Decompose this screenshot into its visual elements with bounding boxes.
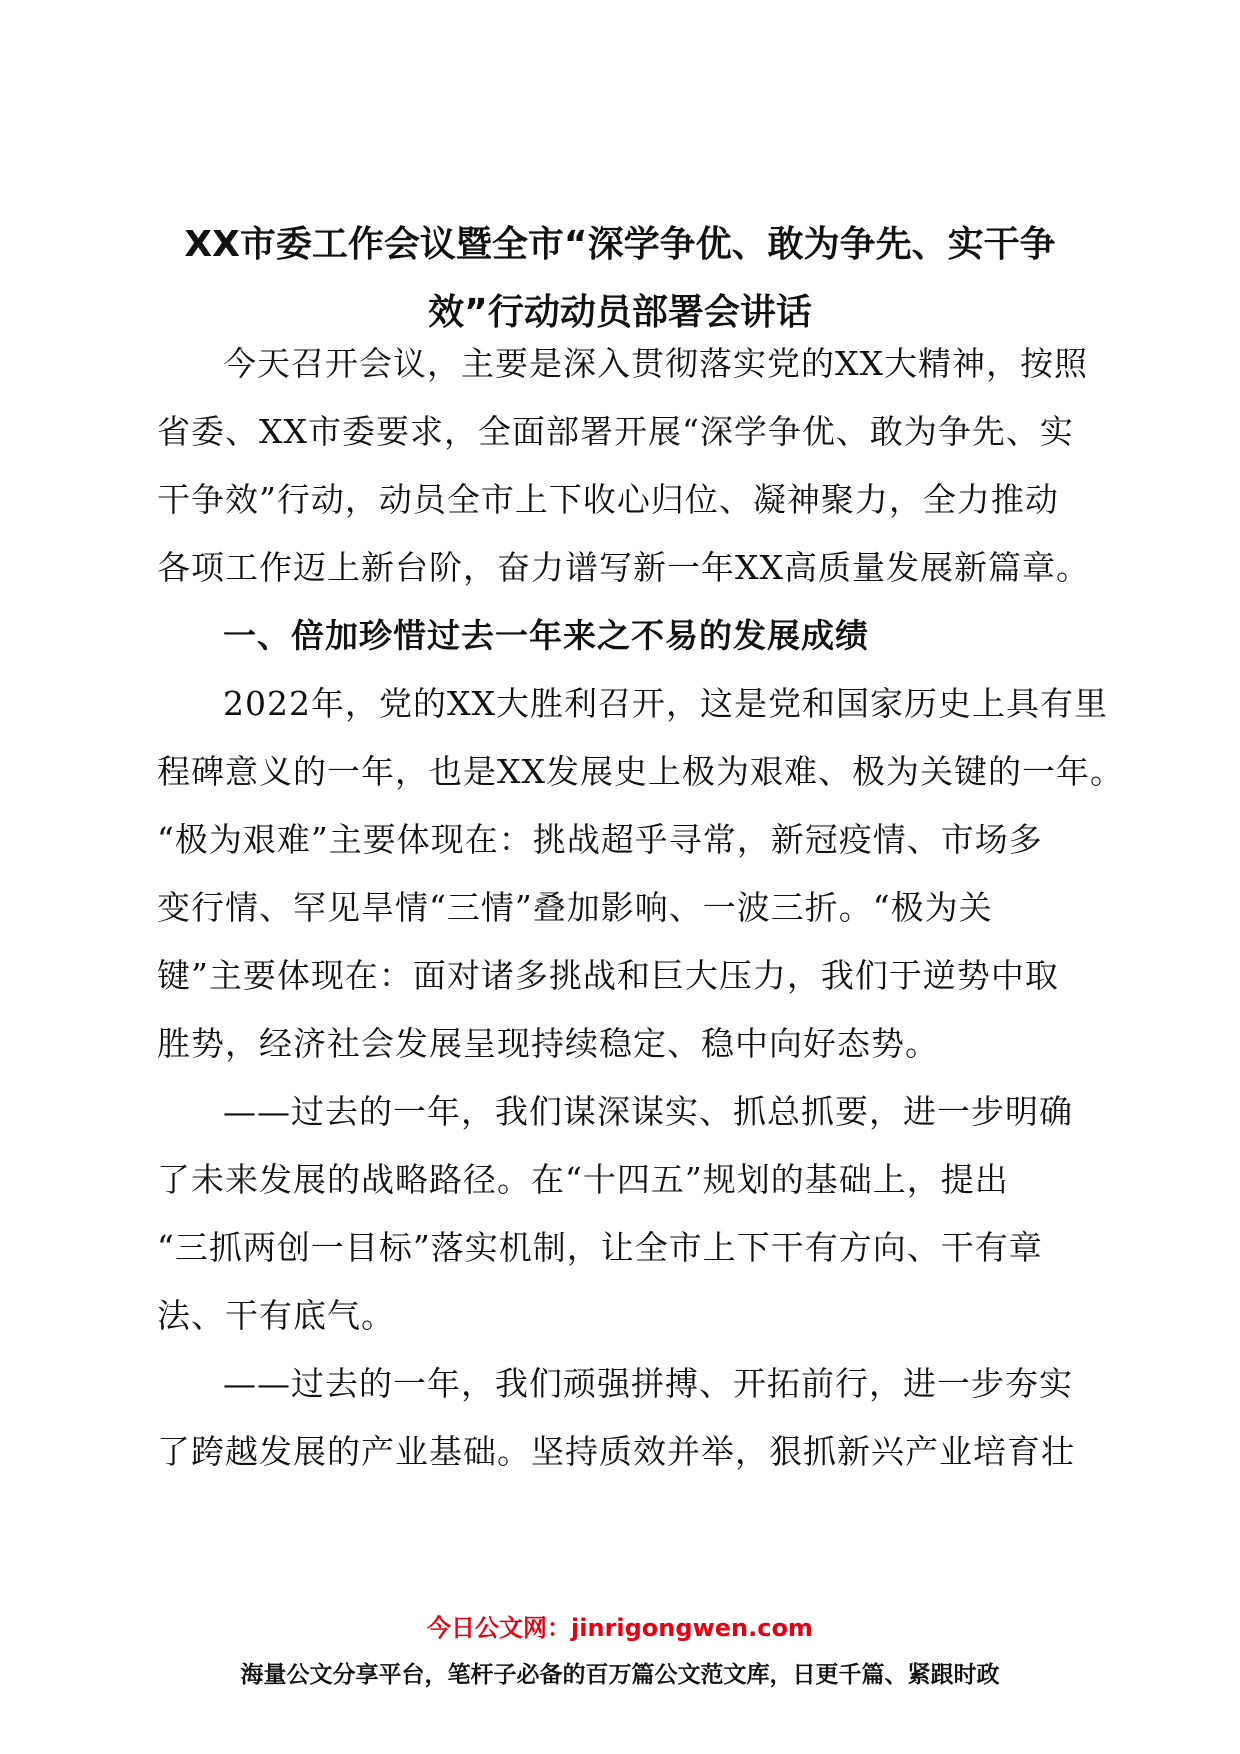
paragraph-1-line-2: 省委、XX市委要求，全面部署开展“深学争优、敢为争先、实 [157, 412, 1074, 451]
document-title-line-1: XX市委工作会议暨全市“深学争优、敢为争先、实干争 [184, 224, 1056, 265]
paragraph-2-line-3: “极为艰难”主要体现在：挑战超乎寻常，新冠疫情、市场多 [157, 820, 1043, 859]
paragraph-2-line-6: 胜势，经济社会发展呈现持续稳定、稳中向好态势。 [157, 1024, 939, 1063]
document-body [157, 330, 1124, 1486]
paragraph-2-line-2: 程碑意义的一年，也是XX发展史上极为艰难、极为关键的一年。 [157, 752, 1124, 791]
paragraph-3-line-3: “三抓两创一目标”落实机制，让全市上下干有方向、干有章 [157, 1228, 1043, 1267]
footer-site-link[interactable]: 今日公文网：jinrigongwen.com [427, 1614, 813, 1642]
document-title-line-2: 效”行动动员部署会讲话 [428, 292, 812, 333]
section-heading-1: 一、倍加珍惜过去一年来之不易的发展成绩 [223, 616, 869, 655]
paragraph-4-line-2: 了跨越发展的产业基础。坚持质效并举，狠抓新兴产业培育壮 [157, 1432, 1075, 1471]
paragraph-2-line-4: 变行情、罕见旱情“三情”叠加影响、一波三折。“极为关 [157, 888, 993, 927]
paragraph-4-line-1: ——过去的一年，我们顽强拼搏、开拓前行，进一步夯实 [223, 1364, 1073, 1403]
paragraph-1-line-3: 干争效”行动，动员全市上下收心归位、凝神聚力，全力推动 [157, 480, 1059, 519]
paragraph-3-line-1: ——过去的一年，我们谋深谋实、抓总抓要，进一步明确 [223, 1092, 1073, 1131]
paragraph-3-line-4: 法、干有底气。 [157, 1296, 395, 1335]
paragraph-3-line-2: 了未来发展的战略路径。在“十四五”规划的基础上，提出 [157, 1160, 1009, 1199]
paragraph-1-line-4: 各项工作迈上新台阶，奋力谱写新一年XX高质量发展新篇章。 [157, 548, 1090, 587]
paragraph-1-line-1: 今天召开会议，主要是深入贯彻落实党的XX大精神，按照 [223, 344, 1088, 383]
footer-slogan: 海量公文分享平台，笔杆子必备的百万篇公文范文库，日更千篇、紧跟时政 [240, 1662, 1000, 1688]
paragraph-2-line-1: 2022年，党的XX大胜利召开，这是党和国家历史上具有里 [223, 684, 1108, 723]
paragraph-2-line-5: 键”主要体现在：面对诸多挑战和巨大压力，我们于逆势中取 [157, 956, 1059, 995]
